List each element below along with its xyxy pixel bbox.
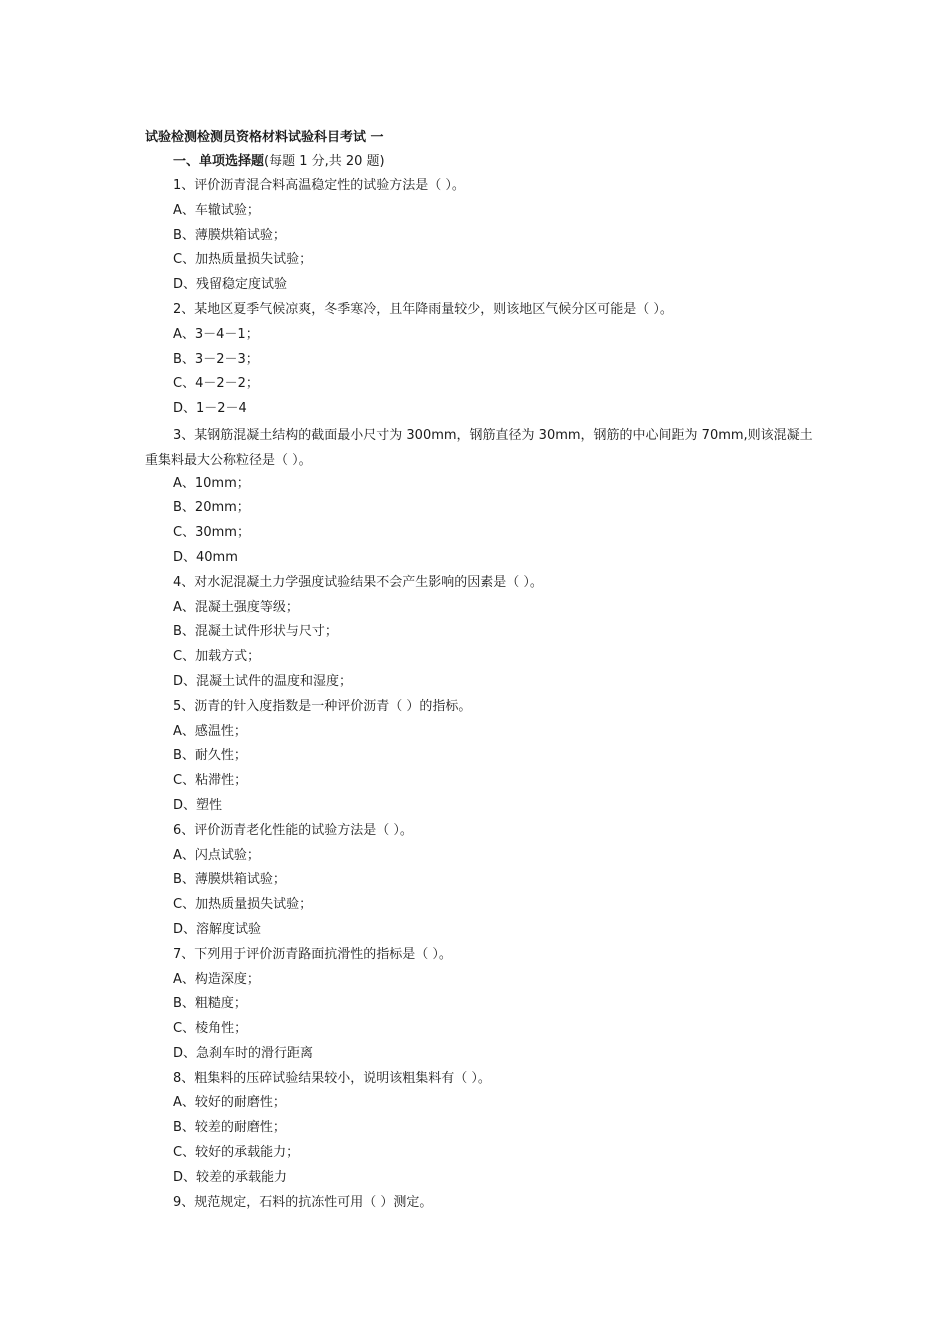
section-heading-row — [173, 152, 815, 172]
option: C、加热质量损失试验； — [173, 897, 313, 913]
question-stem: 7、下列用于评价沥青路面抗滑性的指标是（ ）。 — [173, 946, 452, 962]
document-body — [145, 128, 815, 1217]
option: D、塑性 — [173, 797, 223, 813]
option: A、车辙试验； — [173, 202, 260, 218]
option: D、1－2－4 — [173, 401, 247, 417]
option: B、耐久性； — [173, 748, 247, 764]
option: A、3－4－1； — [173, 326, 259, 342]
option: A、混凝土强度等级； — [173, 599, 299, 615]
section-heading: 一、单项选择题 — [173, 154, 265, 169]
option: D、溶解度试验 — [173, 921, 262, 937]
option: C、加载方式； — [173, 649, 261, 665]
question-9 — [145, 1193, 815, 1218]
question-2 — [145, 300, 815, 424]
section-note: (每题 1 分,共 20 题) — [264, 154, 385, 169]
document-title: 试验检测检测员资格材料试验科目考试 一 — [145, 130, 384, 145]
option: C、较好的承载能力； — [173, 1145, 300, 1161]
question-stem: 4、对水泥混凝土力学强度试验结果不会产生影响的因素是（ ）。 — [173, 574, 543, 590]
option: C、4－2－2； — [173, 376, 259, 392]
option: D、40mm — [173, 549, 238, 565]
option: D、残留稳定度试验 — [173, 277, 288, 293]
question-1 — [145, 176, 815, 300]
option: A、较好的耐磨性； — [173, 1095, 286, 1111]
option: B、20mm； — [173, 500, 250, 516]
option: A、10mm； — [173, 475, 250, 491]
question-8 — [145, 1069, 815, 1193]
option: D、急刹车时的滑行距离 — [173, 1045, 314, 1061]
option: C、粘滞性； — [173, 773, 248, 789]
question-5 — [145, 697, 815, 821]
question-stem: 5、沥青的针入度指数是一种评价沥青（ ）的指标。 — [173, 698, 472, 714]
option: B、3－2－3； — [173, 351, 259, 367]
option: D、较差的承载能力 — [173, 1169, 288, 1185]
option: B、混凝土试件形状与尺寸； — [173, 624, 338, 640]
option: B、较差的耐磨性； — [173, 1120, 286, 1136]
option: B、薄膜烘箱试验； — [173, 227, 286, 243]
option: B、粗糙度； — [173, 996, 247, 1012]
question-stem: 2、某地区夏季气候凉爽，冬季寒冷，且年降雨量较少，则该地区气候分区可能是（ ）。 — [173, 301, 673, 317]
question-4 — [145, 573, 815, 697]
option: C、加热质量损失试验； — [173, 252, 313, 268]
option: C、30mm； — [173, 525, 250, 541]
option: B、薄膜烘箱试验； — [173, 872, 286, 888]
question-stem: 1、评价沥青混合料高温稳定性的试验方法是（ ）。 — [173, 178, 465, 193]
option: A、闪点试验； — [173, 847, 260, 863]
option: A、感温性； — [173, 723, 247, 739]
question-3 — [145, 424, 815, 573]
question-stem: 3、某钢筋混凝土结构的截面最小尺寸为 300mm，钢筋直径为 30mm，钢筋的中心间距为 70mm,则该混凝土重集料最大公称粒径是（ ）。 — [145, 427, 813, 468]
question-stem: 6、评价沥青老化性能的试验方法是（ ）。 — [173, 822, 413, 838]
question-6 — [145, 821, 815, 945]
question-stem: 8、粗集料的压碎试验结果较小，说明该粗集料有（ ）。 — [173, 1070, 491, 1086]
question-stem: 9、规范规定，石料的抗冻性可用（ ）测定。 — [173, 1194, 433, 1210]
option: A、构造深度； — [173, 971, 260, 987]
option: C、棱角性； — [173, 1021, 248, 1037]
question-7 — [145, 945, 815, 1069]
option: D、混凝土试件的温度和湿度； — [173, 673, 353, 689]
